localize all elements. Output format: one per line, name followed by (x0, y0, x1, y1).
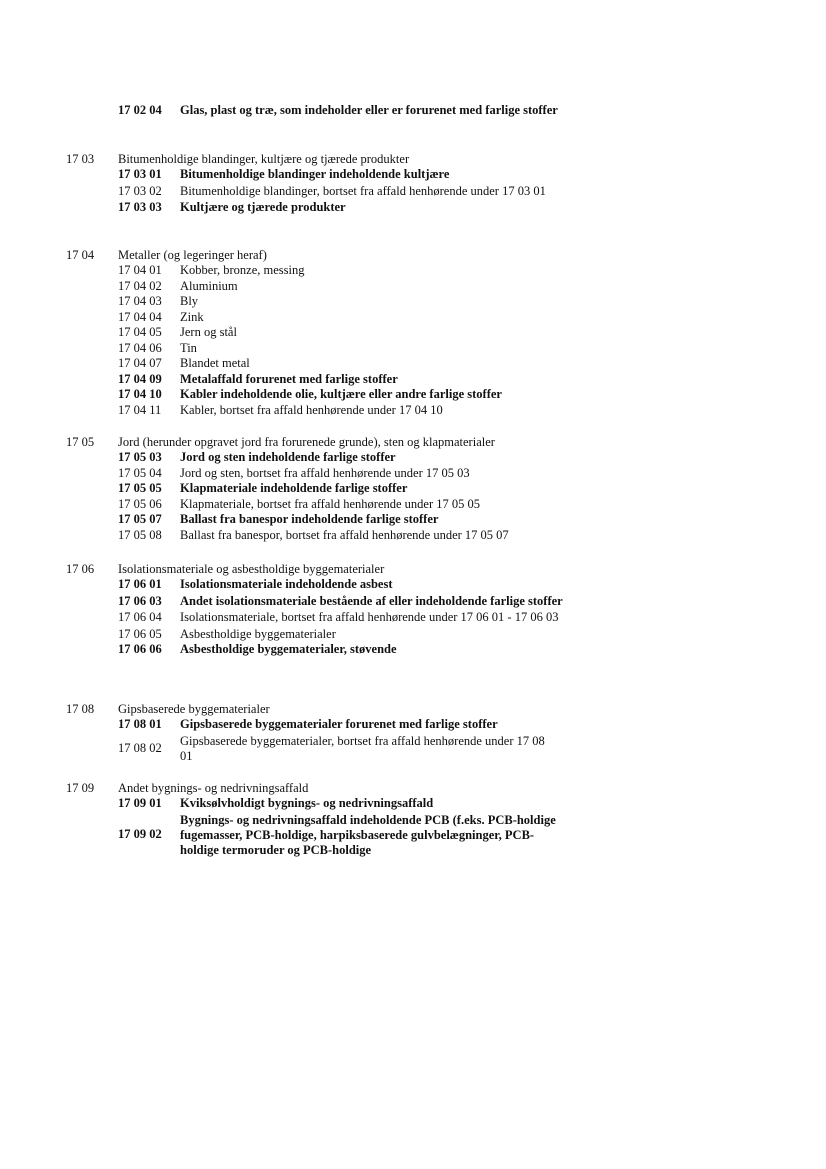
waste-code: 17 08 02 (118, 740, 162, 755)
waste-description: Klapmateriale indeholdende farlige stoffer (180, 481, 408, 495)
waste-code: 17 05 07 (118, 512, 162, 526)
waste-description: Glas, plast og træ, som indeholder eller er forurenet med farlige stoffer (180, 103, 558, 118)
waste-code: 17 05 06 (118, 496, 162, 511)
waste-code-list (118, 102, 568, 120)
waste-description: Isolationsmateriale, bortset fra affald henhørende under 17 06 01 - 17 06 03 (180, 610, 559, 625)
waste-code-row (118, 103, 563, 119)
waste-code-row (118, 796, 568, 812)
waste-code: 17 04 05 (118, 325, 162, 339)
waste-code-row (118, 184, 546, 200)
waste-code-row (118, 450, 568, 466)
waste-code: 17 04 10 (118, 387, 162, 401)
waste-description: Asbestholdige byggematerialer (180, 626, 336, 641)
waste-code-row (118, 294, 568, 310)
waste-code: 17 08 01 (118, 717, 162, 731)
waste-code-row (118, 387, 568, 403)
waste-code: 17 09 02 (118, 827, 162, 842)
waste-code-row (118, 594, 563, 610)
waste-code-row (118, 813, 558, 858)
waste-code-row (118, 497, 568, 513)
waste-code-row (118, 627, 568, 643)
waste-description: Zink (180, 309, 204, 324)
waste-code-list (118, 796, 568, 859)
waste-description: Kviksølvholdigt bygnings- og nedrivningsaffald (180, 796, 434, 810)
group-code: 17 06 (66, 562, 95, 576)
waste-code-row (118, 263, 568, 279)
waste-code-row (118, 610, 566, 626)
waste-code-row (118, 310, 568, 326)
group-code: 17 04 (66, 248, 95, 262)
waste-description: Isolationsmateriale indeholdende asbest (180, 577, 393, 591)
waste-code: 17 03 02 (118, 183, 162, 198)
waste-code: 17 04 09 (118, 371, 162, 386)
waste-description: Bly (180, 294, 199, 308)
group-title: Andet bygnings- og nedrivningsaffald (118, 781, 309, 795)
waste-description: Ballast fra banespor, bortset fra affald henhørende under 17 05 07 (180, 527, 509, 542)
waste-code-row (118, 372, 568, 388)
waste-code: 17 03 01 (118, 167, 162, 181)
waste-code: 17 04 01 (118, 263, 162, 277)
waste-code-row (118, 167, 568, 183)
waste-description: Kabler indeholdende olie, kultjære eller andre farlige stoffer (180, 387, 502, 401)
waste-code-row (118, 577, 568, 593)
waste-description: Bitumenholdige blandinger indeholdende kultjære (180, 167, 450, 181)
waste-code-row (118, 512, 568, 528)
waste-description: Aluminium (180, 278, 238, 293)
group-title: Bitumenholdige blandinger, kultjære og tjærede produkter (118, 152, 410, 166)
waste-description: Bitumenholdige blandinger, bortset fra affald henhørende under 17 03 01 (180, 183, 546, 198)
waste-code-row (118, 717, 568, 733)
waste-description: Andet isolationsmateriale bestående af eller indeholdende farlige stoffer (180, 593, 563, 608)
waste-code: 17 04 11 (118, 402, 162, 417)
waste-code-list (118, 263, 568, 418)
waste-code: 17 06 01 (118, 577, 162, 591)
waste-code: 17 06 03 (118, 593, 162, 608)
waste-code: 17 04 06 (118, 340, 162, 355)
waste-code: 17 05 04 (118, 465, 162, 480)
waste-code: 17 06 06 (118, 642, 162, 656)
waste-code-row (118, 279, 568, 295)
waste-code-row (118, 466, 568, 482)
waste-code-row (118, 341, 568, 357)
waste-code-list (118, 717, 568, 765)
waste-description: Blandet metal (180, 356, 250, 370)
waste-description: Kobber, bronze, messing (180, 263, 305, 277)
waste-code-row (118, 642, 568, 658)
waste-code-row (118, 356, 568, 372)
waste-description: Kultjære og tjærede produkter (180, 200, 346, 214)
waste-description: Asbestholdige byggematerialer, støvende (180, 642, 397, 656)
waste-code: 17 04 03 (118, 294, 162, 308)
waste-description: Klapmateriale, bortset fra affald henhørende under 17 05 05 (180, 496, 480, 511)
waste-description: Jern og stål (180, 325, 237, 339)
waste-code-row (118, 200, 568, 216)
waste-code: 17 02 04 (118, 103, 162, 117)
waste-code: 17 03 03 (118, 200, 162, 214)
waste-code: 17 06 05 (118, 626, 162, 641)
waste-code-list (118, 450, 568, 543)
waste-code: 17 04 04 (118, 309, 162, 324)
group-code: 17 05 (66, 435, 95, 449)
group-title: Metaller (og legeringer heraf) (118, 248, 267, 262)
group-code: 17 09 (66, 781, 95, 795)
group-code: 17 03 (66, 152, 95, 166)
waste-code-list (118, 577, 568, 658)
waste-code-row (118, 734, 558, 764)
waste-code: 17 04 02 (118, 278, 162, 293)
waste-code: 17 09 01 (118, 796, 162, 810)
group-code: 17 08 (66, 702, 95, 716)
waste-code-row (118, 403, 568, 419)
waste-description: Tin (180, 340, 197, 355)
waste-code-row (118, 481, 568, 497)
waste-code: 17 05 05 (118, 481, 162, 495)
waste-code-list (118, 167, 568, 216)
waste-code: 17 04 07 (118, 356, 162, 370)
waste-description: Bygnings- og nedrivningsaffald indeholdende PCB (f.eks. PCB-holdige fugemasser, PCB-holdige, harpiksbaserede gulvbelægninger, PCB-holdige termoruder og PCB-holdige (180, 812, 556, 857)
waste-code-row (118, 528, 568, 544)
group-title: Isolationsmateriale og asbestholdige byggematerialer (118, 562, 385, 576)
waste-description: Gipsbaserede byggematerialer, bortset fra affald henhørende under 17 08 01 (180, 733, 545, 763)
waste-code: 17 05 08 (118, 527, 162, 542)
group-title: Gipsbaserede byggematerialer (118, 702, 270, 716)
waste-description: Jord og sten, bortset fra affald henhørende under 17 05 03 (180, 465, 470, 480)
waste-description: Metalaffald forurenet med farlige stoffer (180, 371, 398, 386)
waste-code-row (118, 325, 568, 341)
waste-description: Gipsbaserede byggematerialer forurenet med farlige stoffer (180, 717, 498, 731)
waste-description: Kabler, bortset fra affald henhørende under 17 04 10 (180, 402, 443, 417)
waste-description: Ballast fra banespor indeholdende farlige stoffer (180, 512, 439, 526)
group-title: Jord (herunder opgravet jord fra forurenede grunde), sten og klapmaterialer (118, 435, 495, 449)
waste-code: 17 06 04 (118, 610, 162, 624)
waste-description: Jord og sten indeholdende farlige stoffer (180, 450, 396, 464)
waste-code: 17 05 03 (118, 450, 162, 464)
